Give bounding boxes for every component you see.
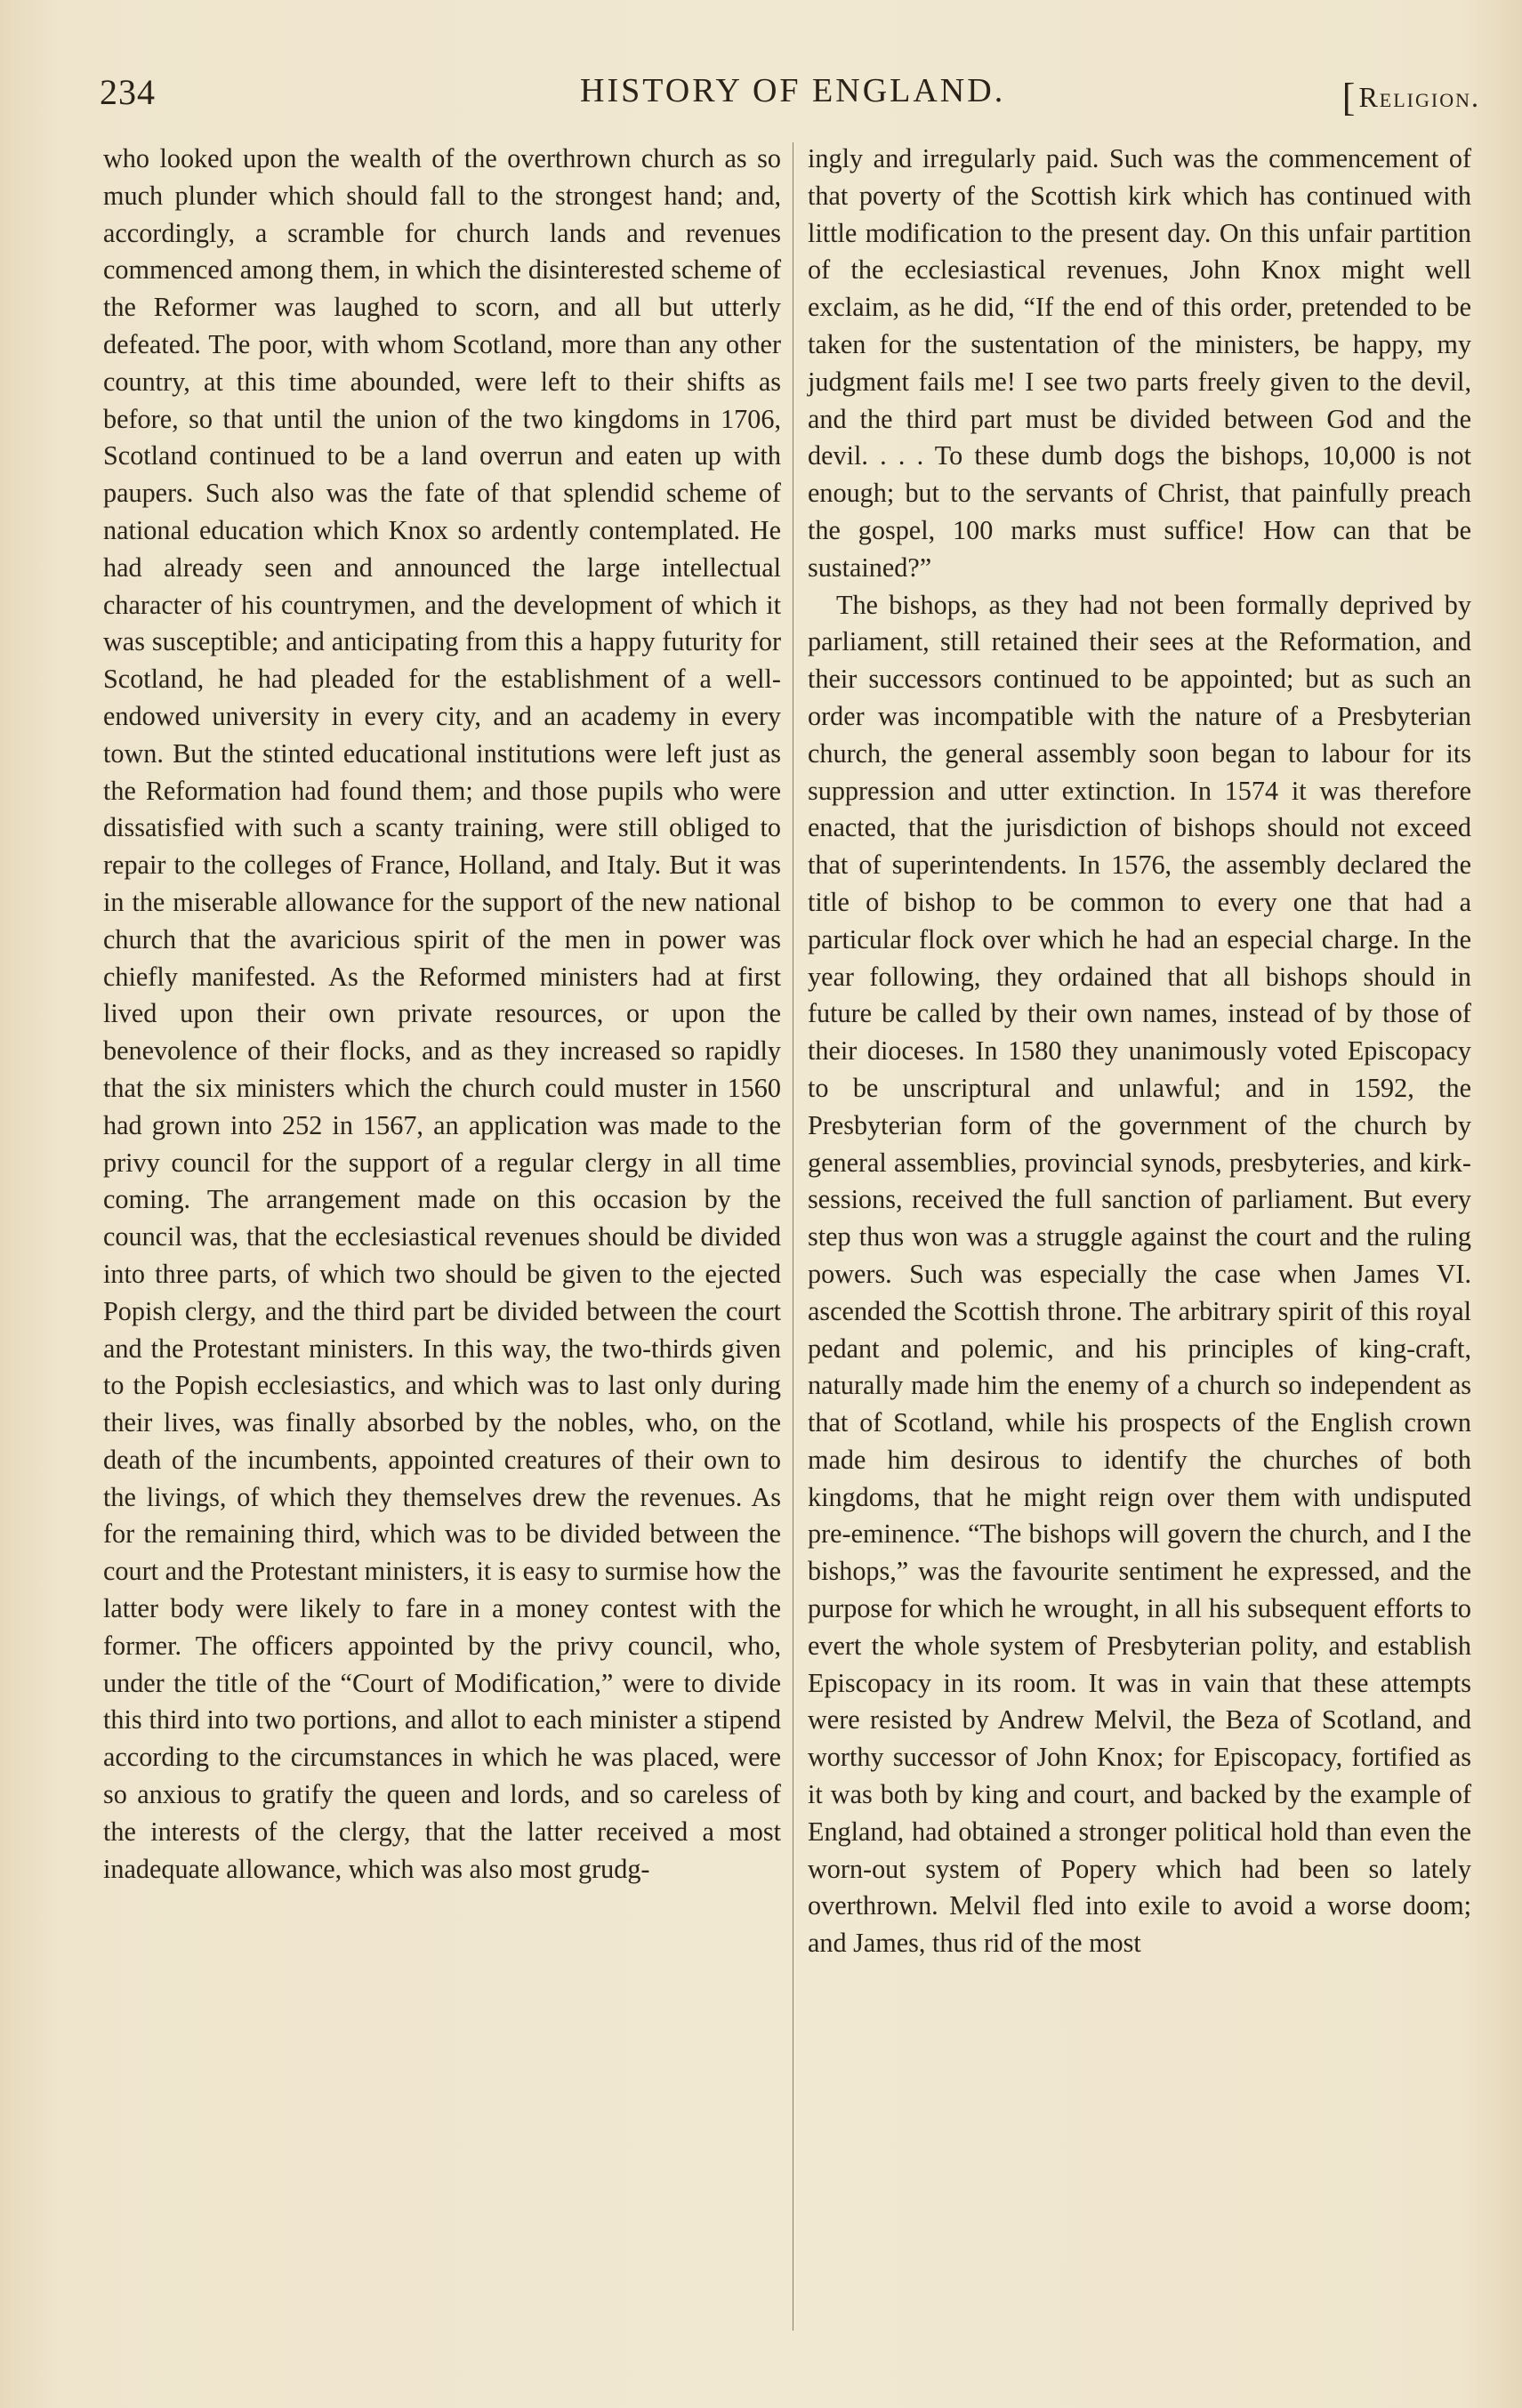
section-label: [ Religion. (1342, 71, 1480, 117)
page-header (100, 68, 1480, 121)
right-column (808, 141, 1471, 1962)
left-column (103, 141, 781, 1888)
page-number: 234 (100, 72, 156, 112)
running-title: HISTORY OF ENGLAND. (580, 72, 1006, 109)
right-paragraph-2: The bishops, as they had not been formally deprived by parliament, still retained their sees at the Reformation, and their successors continued to be appointed; but as such an order was incompatible with the nature of a Presbyterian church, the general assembly soon began to labour for its suppression and utter extinction. In 1574 it was therefore enacted, that the jurisdiction of bishops should not exceed that of superintendents. In 1576, the assembly declared the title of bishop to be common to every one that had a particular flock over which he had an especial charge. In the year following, they ordained that all bishops should in future be called by their own names, instead of by those of their dioceses. In 1580 they unanimously voted Episcopacy to be unscriptural and unlawful; and in 1592, the Presbyterian form of the government of the church by general assemblies, provincial synods, presbyteries, and kirk-sessions, received the full sanction of parliament. But every step thus won was a struggle against the court and the ruling powers. Such was especially the case when James VI. ascended the Scottish throne. The arbitrary spirit of this royal pedant and polemic, and his principles of king-craft, naturally made him the enemy of a church so independent as that of Scotland, while his prospects of the English crown made him desirous to identify the churches of both kingdoms, that he might reign over them with undisputed pre-eminence. “The bishops will govern the church, and I the bishops,” was the favourite sentiment he expressed, and the purpose for which he wrought, in all his subsequent efforts to evert the whole system of Presbyterian polity, and establish Episcopacy in its room. It was in vain that these attempts were resisted by Andrew Melvil, the Beza of Scotland, and worthy successor of John Knox; for Episcopacy, fortified as it was both by king and court, and backed by the example of England, had obtained a stronger political hold than even the worn-out system of Popery which had been so lately overthrown. Melvil fled into exile to avoid a worse doom; and James, thus rid of the most (808, 589, 1471, 1959)
left-paragraph-1: who looked upon the wealth of the overthrown church as so much plunder which should fall to the strongest hand; and, accordingly, a scramble for church lands and revenues commenced among them, in which the disinterested scheme of the Reformer was laughed to scorn, and all but utterly defeated. The poor, with whom Scotland, more than any other country, at this time abounded, were left to their shifts as before, so that until the union of the two kingdoms in 1706, Scotland continued to be a land overrun and eaten up with paupers. Such also was the fate of that splendid scheme of national education which Knox so ardently contemplated. He had already seen and announced the large intellectual character of his countrymen, and the development of which it was susceptible; and anticipating from this a happy futurity for Scotland, he had pleaded for the establishment of a well-endowed university in every city, and an academy in every town. But the stinted educational institutions were left just as the Reformation had found them; and those pupils who were dissatisfied with such a scanty training, were still obliged to repair to the colleges of France, Holland, and Italy. But it was in the miserable allowance for the support of the new national church that the avaricious spirit of the men in power was chiefly manifested. As the Reformed ministers had at first lived upon their own private resources, or upon the benevolence of their flocks, and as they increased so rapidly that the six ministers which the church could muster in 1560 had grown into 252 in 1567, an application was made to the privy council for the support of a regular clergy in all time coming. The arrangement made on this occasion by the council was, that the ecclesiastical revenues should be divided into three parts, of which two should be given to the ejected Popish clergy, and the third part be divided between the court and the Protestant ministers. In this way, the two-thirds given to the Popish ecclesiastics, and which was to last only during their lives, was finally absorbed by the nobles, who, on the death of the incumbents, appointed creatures of their own to the livings, of which they themselves drew the revenues. As for the remaining third, which was to be divided between the court and the Protestant ministers, it is easy to surmise how the latter body were likely to fare in a money contest with the former. The officers appointed by the privy council, who, under the title of the “Court of Modification,” were to divide this third into two portions, and allot to each minister a stipend according to the circumstances in which he was placed, were so anxious to gratify the queen and lords, and so careless of the interests of the clergy, that the latter received a most inadequate allowance, which was also most grudg- (103, 143, 781, 1884)
right-paragraph-1: ingly and irregularly paid. Such was the commencement of that poverty of the Scottish kirk which has continued with little modification to the present day. On this unfair partition of the ecclesiastical revenues, John Knox might well exclaim, as he did, “If the end of this order, pretended to be taken for the sustentation of the ministers, be happy, my judgment fails me! I see two parts freely given to the devil, and the third part must be divided between God and the devil. . . . To these dumb dogs the bishops, 10,000 is not enough; but to the servants of Christ, that painfully preach the gospel, 100 marks must suffice! How can that be sustained?” (808, 143, 1471, 583)
